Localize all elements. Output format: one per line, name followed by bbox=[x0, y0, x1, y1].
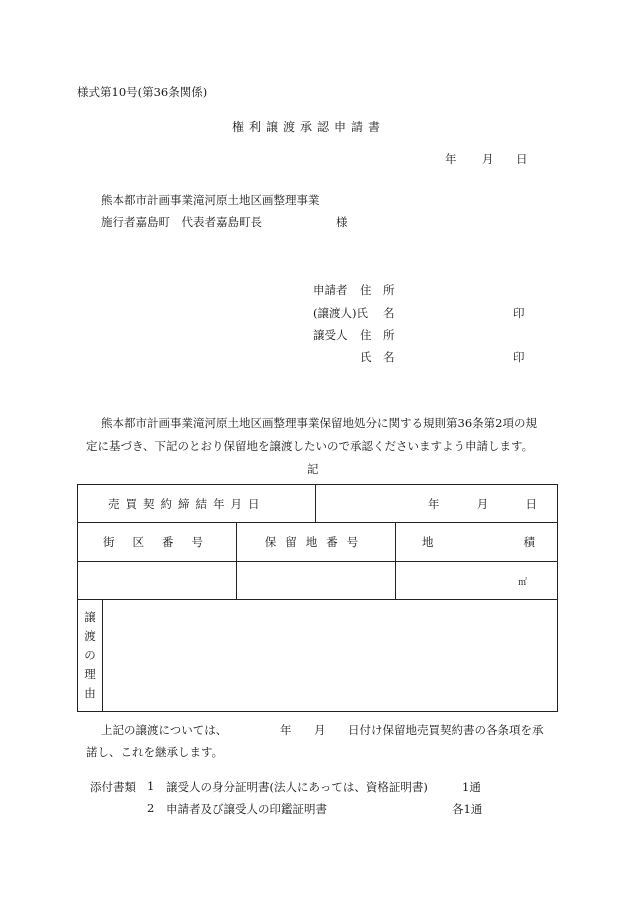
area-unit: ㎡ bbox=[518, 577, 528, 588]
contract-date-row bbox=[78, 485, 558, 523]
reason-content-cell bbox=[103, 600, 558, 712]
attachment-count: 1通 bbox=[462, 780, 481, 794]
transferee-label: 譲受人 bbox=[313, 328, 348, 342]
reason-label bbox=[78, 608, 102, 703]
addressee-line1: 熊本都市計画事業滝河原土地区画整理事業 bbox=[101, 193, 320, 207]
reason-row bbox=[78, 600, 558, 712]
reason-char: の bbox=[84, 648, 96, 662]
reserved-land-number-cell bbox=[237, 562, 396, 600]
contract-date-year: 年 bbox=[428, 496, 440, 511]
attachment-count: 各1通 bbox=[452, 802, 483, 816]
applicant-seal: 印 bbox=[513, 306, 525, 320]
reason-char: 譲 bbox=[84, 610, 96, 624]
attachment-number: 1 bbox=[147, 779, 155, 793]
consent-text-a: 上記の譲渡については、 bbox=[101, 723, 228, 737]
applicant-address-label: 住 所 bbox=[360, 283, 395, 297]
contract-date-value bbox=[316, 496, 557, 512]
contract-date-label-text: 売買契約締結年月日 bbox=[108, 496, 266, 511]
reason-char: 渡 bbox=[84, 629, 96, 643]
transferee-name-label: 氏 名 bbox=[360, 350, 395, 364]
transferor-name-label: (譲渡人)氏 bbox=[313, 306, 368, 320]
reserved-land-number-header: 保留地番号 bbox=[264, 535, 368, 549]
consent-text-b: 日付け保留地売買契約書の各条項を承 bbox=[348, 723, 544, 737]
body-line2: 定に基づき、下記のとおり保留地を譲渡したいので承認くださいますよう申請します。 bbox=[86, 439, 534, 453]
addressee-honorific: 様 bbox=[336, 215, 348, 229]
transferor-name-char: 名 bbox=[383, 306, 395, 320]
area-header bbox=[396, 534, 557, 550]
contract-date-label bbox=[78, 496, 315, 512]
document-title: 権利譲渡承認申請書 bbox=[232, 120, 386, 134]
body-line1: 熊本都市計画事業滝河原土地区画整理事業保留地処分に関する規則第36条第2項の規 bbox=[101, 416, 537, 430]
column-header-row bbox=[78, 523, 558, 562]
date-day: 日 bbox=[516, 152, 528, 166]
consent-month: 月 bbox=[314, 723, 326, 737]
contract-date-day: 日 bbox=[525, 496, 538, 511]
form-number: 様式第10号(第36条関係) bbox=[77, 85, 208, 99]
transferee-seal: 印 bbox=[513, 350, 525, 364]
date-month: 月 bbox=[482, 152, 494, 166]
transfer-details-table bbox=[77, 484, 558, 712]
reason-char: 由 bbox=[84, 686, 96, 700]
block-number-cell bbox=[78, 562, 237, 600]
block-number-header: 街区番号 bbox=[103, 535, 221, 549]
data-row bbox=[78, 562, 558, 600]
applicant-label: 申請者 bbox=[313, 283, 348, 297]
consent-line2: 諾し、これを継承します。 bbox=[86, 745, 224, 759]
reason-char: 理 bbox=[84, 667, 96, 681]
addressee-line2: 施行者嘉島町 代表者嘉島町長 bbox=[101, 215, 262, 229]
attachments-label: 添付書類 bbox=[90, 780, 136, 794]
transferee-address-label: 住 所 bbox=[360, 328, 395, 342]
area-cell bbox=[396, 574, 557, 588]
date-year: 年 bbox=[445, 152, 457, 166]
area-header-right: 積 bbox=[523, 535, 536, 549]
attachment-text: 譲受人の身分証明書(法人にあっては、資格証明書) bbox=[166, 780, 428, 794]
attachment-number: 2 bbox=[147, 801, 155, 815]
area-header-left: 地 bbox=[422, 535, 434, 549]
contract-date-month: 月 bbox=[476, 496, 489, 511]
attachment-text: 申請者及び譲受人の印鑑証明書 bbox=[166, 802, 327, 816]
ki-heading: 記 bbox=[307, 462, 319, 476]
consent-year: 年 bbox=[280, 723, 292, 737]
